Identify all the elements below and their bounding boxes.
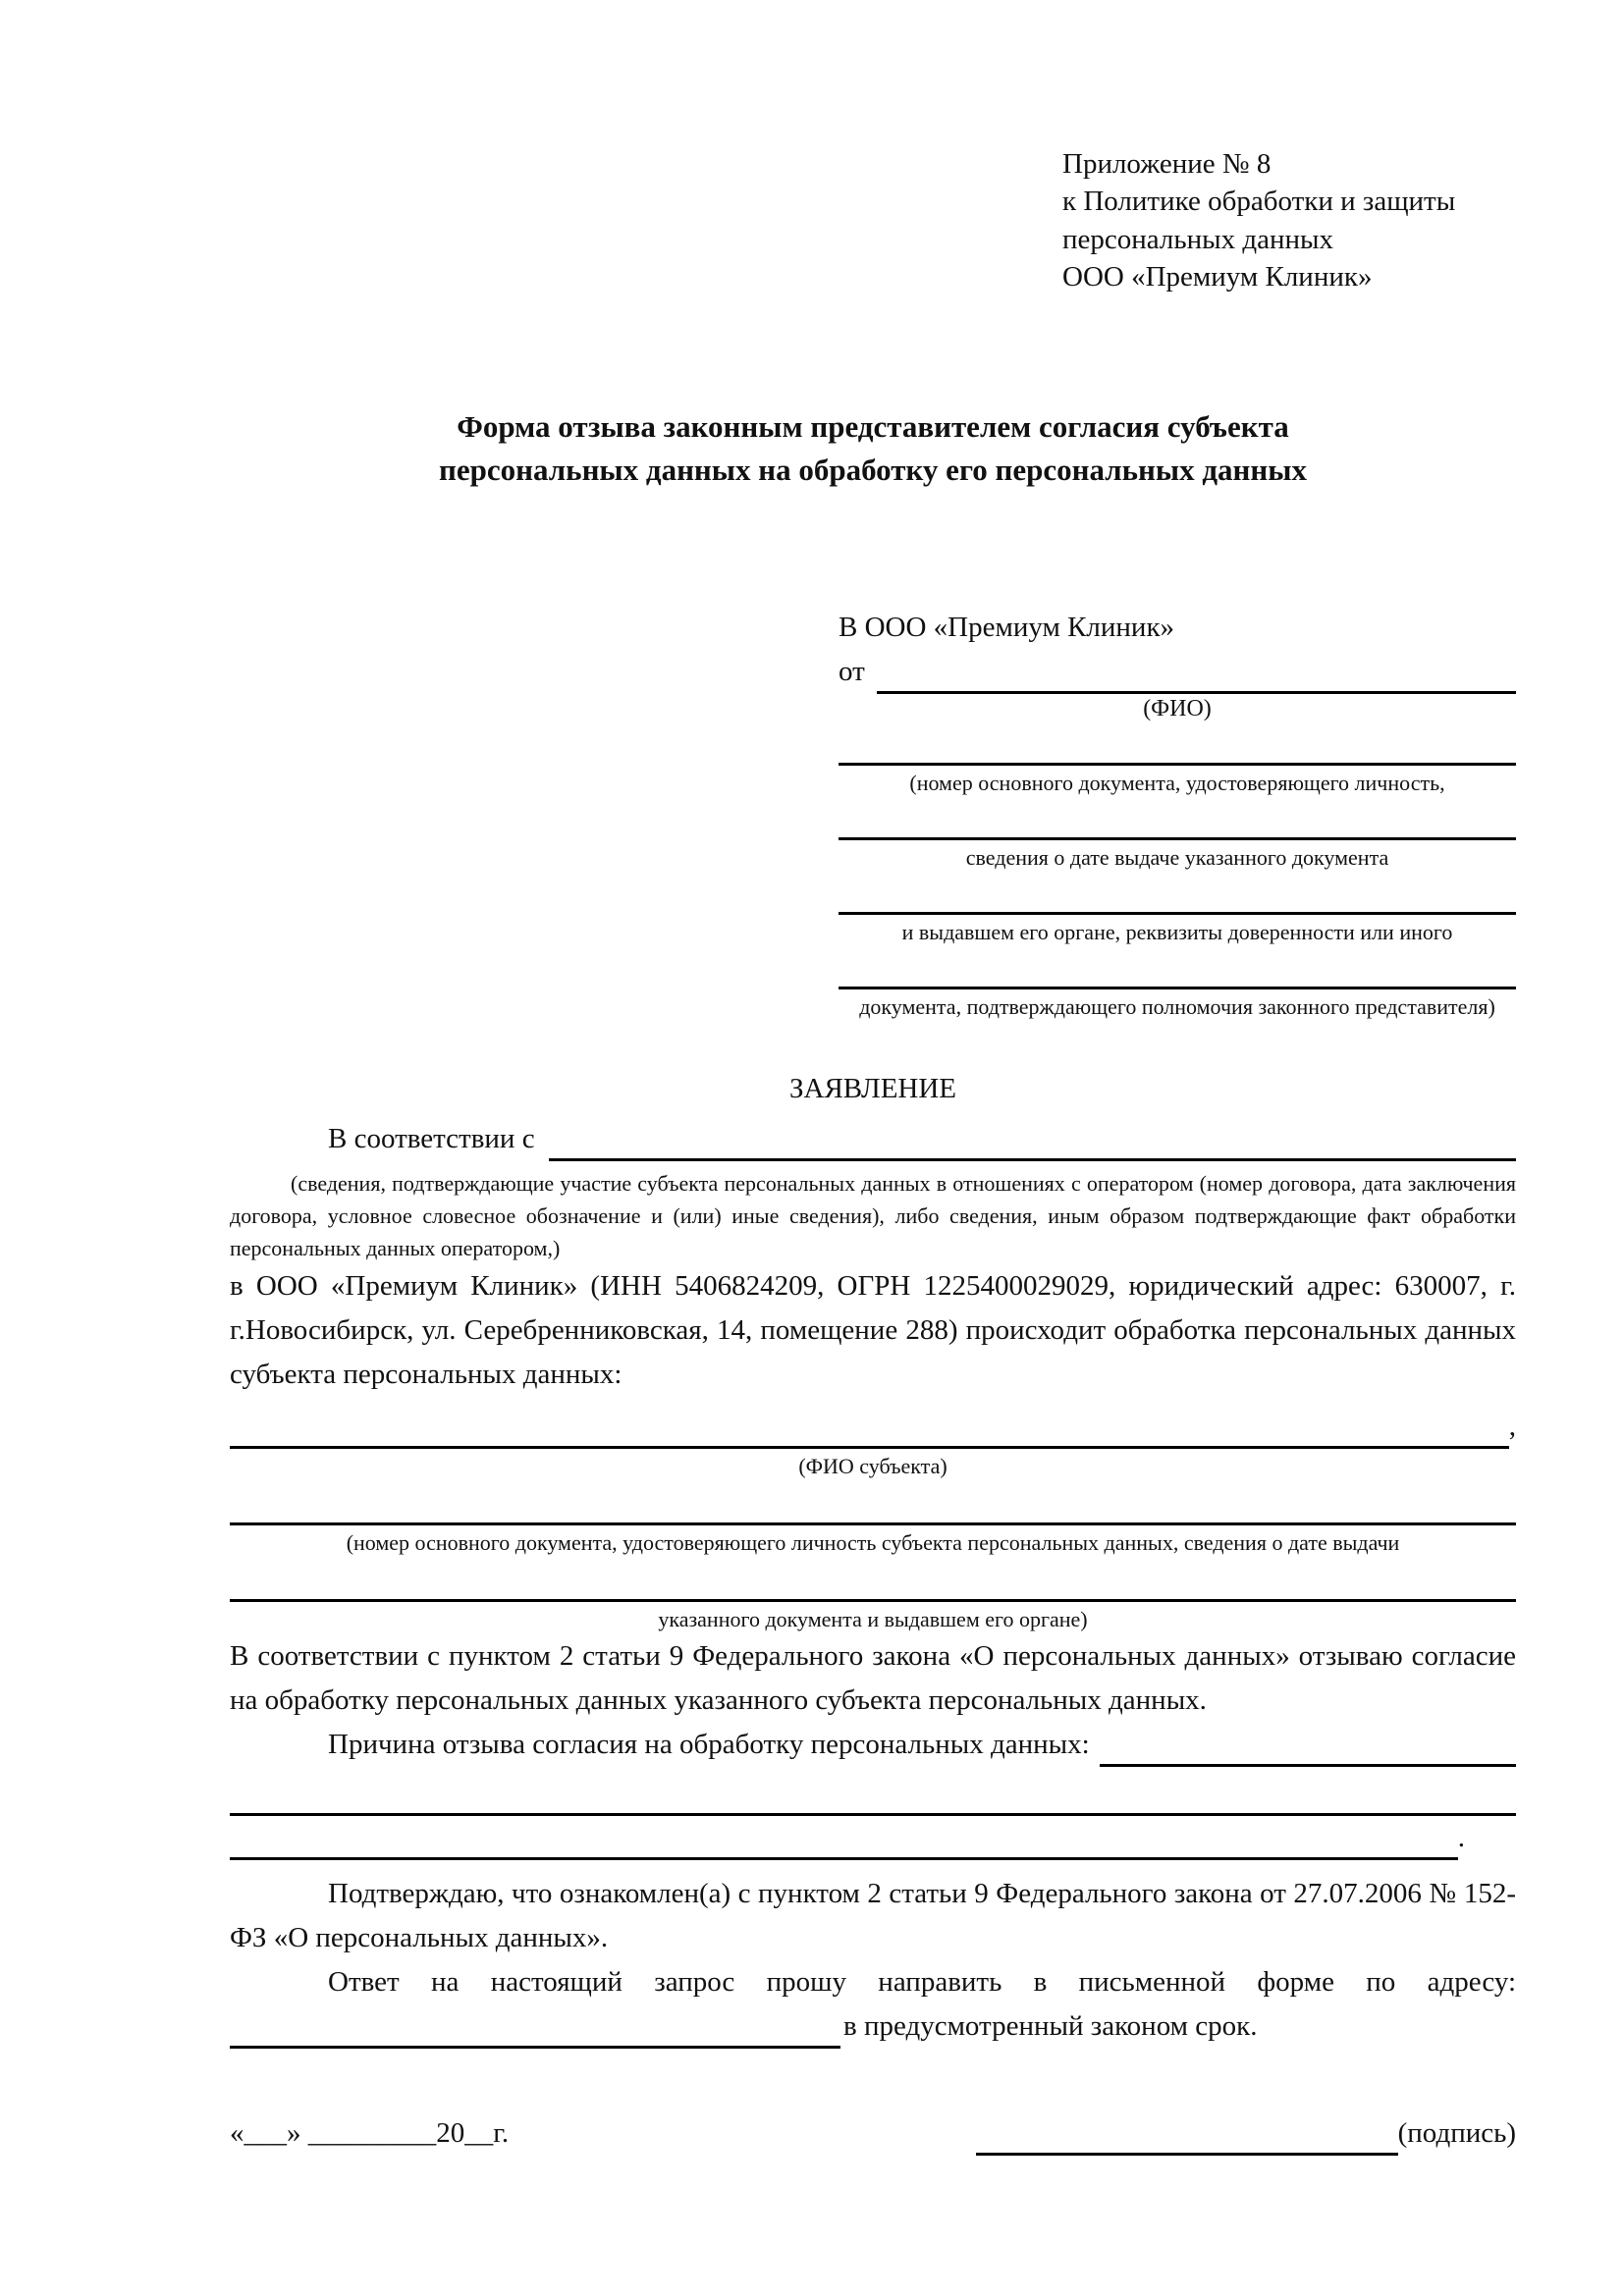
- representative-doc-caption: (номер основного документа, удостоверяющего личность,: [909, 771, 1445, 796]
- reason-row-3: [230, 1816, 1516, 1860]
- signature-group: [976, 2111, 1516, 2156]
- reply-tail: в предусмотренный законом срок.: [843, 2009, 1258, 2042]
- reply-row: [230, 2004, 1516, 2049]
- reason-field-line-3[interactable]: [230, 1821, 1458, 1860]
- reason-label: Причина отзыва согласия на обработку персональных данных:: [328, 1729, 1090, 1761]
- subject-fio-caption: (ФИО субъекта): [798, 1453, 947, 1478]
- fio-caption: (ФИО): [1143, 695, 1212, 721]
- doc-issuer-field-line[interactable]: [839, 874, 1516, 915]
- date-line[interactable]: «___» _________20__г.: [230, 2116, 510, 2149]
- reason-field-line-2[interactable]: [230, 1767, 1516, 1816]
- authority-doc-field-line[interactable]: [839, 948, 1516, 989]
- from-row: [839, 650, 1516, 694]
- accordance-label: В соответствии с: [328, 1123, 535, 1155]
- accordance-field-line[interactable]: [549, 1124, 1516, 1161]
- document-title-line1: Форма отзыва законным представителем согласия субъекта: [457, 409, 1289, 445]
- appendix-header: [1062, 145, 1516, 295]
- operator-paragraph: в ООО «Премиум Клиник» (ИНН 5406824209, ОГРН 1225400029029, юридический адрес: 630007, г. г.Новосибирск, ул. Серебренниковская, 14, помещение 288) происходит обработка персональных данных субъекта персональных данных:: [230, 1270, 1516, 1391]
- recipient-block: [839, 606, 1516, 1022]
- withdraw-paragraph: В соответствии с пунктом 2 статьи 9 Федерального закона «О персональных данных» отзываю согласие на обработку персональных данных указанного субъекта персональных данных.: [230, 1640, 1516, 1717]
- appendix-header-line: ООО «Премиум Клиник»: [1062, 260, 1373, 293]
- signature-caption: (подпись): [1397, 2116, 1516, 2149]
- reason-field-line[interactable]: [1100, 1730, 1516, 1767]
- confirm-paragraph: Подтверждаю, что ознакомлен(а) с пунктом 2 статьи 9 Федерального закона от 27.07.2006 № 152-ФЗ «О персональных данных».: [230, 1878, 1516, 1954]
- document-title: [230, 405, 1516, 492]
- appendix-header-line: персональных данных: [1062, 223, 1334, 255]
- subject-doc-issuer-field-line[interactable]: [230, 1559, 1516, 1602]
- representative-doc-field: [839, 724, 1516, 799]
- reason-period: .: [1457, 1822, 1465, 1854]
- reply-address-field-line[interactable]: [230, 2009, 840, 2049]
- authority-doc-caption: документа, подтверждающего полномочия законного представителя): [859, 993, 1495, 1019]
- subject-fio-row: [230, 1405, 1516, 1449]
- subject-doc-caption-1: (номер основного документа, удостоверяющего личность субъекта персональных данных, сведения о дате выдачи: [346, 1529, 1400, 1555]
- doc-issue-date-field: [839, 799, 1516, 874]
- signature-field-line[interactable]: [976, 2118, 1398, 2156]
- footer-row: [230, 2111, 1516, 2156]
- subject-fio-field-line[interactable]: [230, 1406, 1509, 1449]
- accordance-row: [230, 1117, 1516, 1161]
- accordance-note: (сведения, подтверждающие участие субъекта персональных данных в отношениях с оператором (номер договора, дата заключения договора, условное словесное обозначение и (или) иные сведения), либо сведения, иным образом подтверждающие факт обработки персональных данных оператором,): [230, 1171, 1516, 1261]
- subject-doc-field: [230, 1482, 1516, 1559]
- subject-doc-field-line[interactable]: [230, 1482, 1516, 1525]
- subject-fio-comma: ,: [1508, 1411, 1516, 1443]
- document-title-line2: персональных данных на обработку его персональных данных: [439, 453, 1307, 488]
- reason-row: [230, 1723, 1516, 1767]
- appendix-header-line: Приложение № 8: [1062, 148, 1272, 180]
- authority-doc-field: [839, 948, 1516, 1023]
- representative-name-field-line[interactable]: [877, 655, 1516, 694]
- doc-issuer-field: [839, 874, 1516, 948]
- reply-request-line: Ответ на настоящий запрос прошу направить в письменной форме по адресу:: [328, 1965, 1516, 1998]
- doc-issuer-caption: и выдавшем его органе, реквизиты доверенности или иного: [901, 919, 1453, 944]
- appendix-header-line: к Политике обработки и защиты: [1062, 186, 1456, 218]
- subject-doc-issuer-field: [230, 1559, 1516, 1635]
- doc-issue-date-field-line[interactable]: [839, 799, 1516, 840]
- recipient-to: В ООО «Премиум Клиник»: [839, 612, 1175, 644]
- subject-doc-caption-2: указанного документа и выдавшем его органе): [658, 1606, 1088, 1631]
- representative-doc-field-line[interactable]: [839, 724, 1516, 766]
- statement-heading: ЗАЯВЛЕНИЕ: [788, 1073, 957, 1105]
- doc-issue-date-caption: сведения о дате выдаче указанного документа: [965, 844, 1389, 870]
- from-label: от: [839, 656, 865, 688]
